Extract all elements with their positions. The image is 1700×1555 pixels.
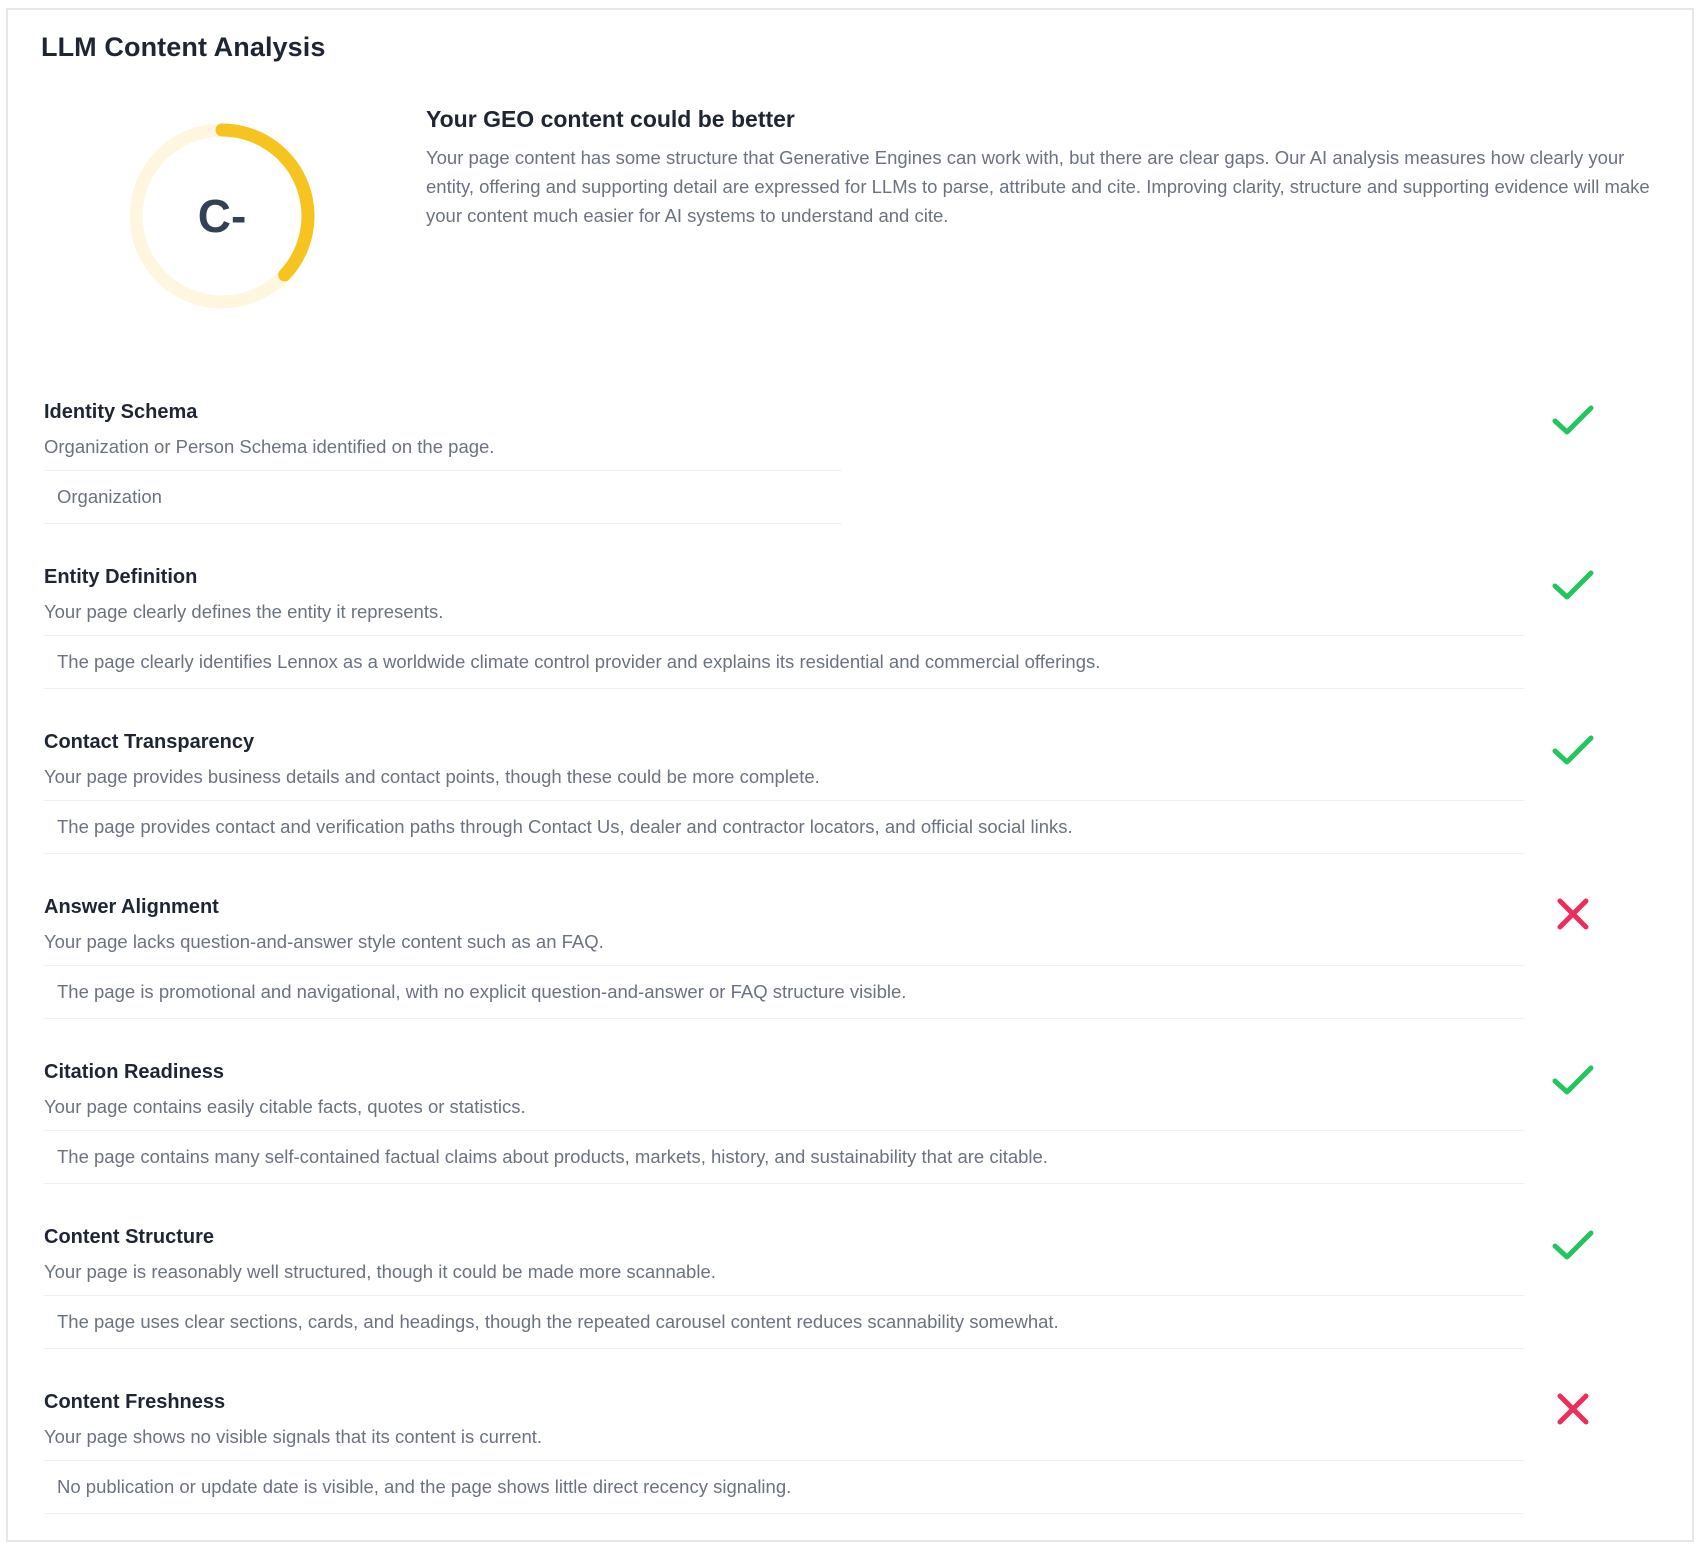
check-item-entity-definition: [44, 565, 1658, 730]
check-icon: [1550, 1225, 1596, 1265]
check-title: Answer Alignment: [44, 896, 219, 918]
check-icon: [1550, 400, 1596, 440]
check-title: Content Freshness: [44, 1391, 226, 1413]
check-title: Identity Schema: [44, 401, 198, 423]
check-detail: The page provides contact and verification paths through Contact Us, dealer and contractor locators, and official social links.: [44, 800, 1524, 854]
check-icon: [1550, 565, 1596, 605]
check-icon: [1550, 730, 1596, 770]
check-item-answer-alignment: [44, 895, 1658, 1060]
check-description: Your page lacks question-and-answer style content such as an FAQ.: [44, 931, 604, 952]
check-title: Citation Readiness: [44, 1061, 225, 1083]
check-item-content-freshness: [44, 1390, 1658, 1555]
check-description: Your page provides business details and contact points, though these could be more complete.: [44, 766, 820, 787]
summary-block: [426, 106, 1656, 230]
check-title: Contact Transparency: [44, 731, 255, 753]
summary-text: Your page content has some structure that Generative Engines can work with, but there are clear gaps. Our AI analysis measures how clearly your entity, offering and supporting detail are expressed for LLMs to parse, attribute and cite. Improving clarity, structure and supporting evidence will make your content much easier for AI systems to understand and cite.: [426, 147, 1650, 226]
check-description: Organization or Person Schema identified on the page.: [44, 436, 495, 457]
cross-icon: [1550, 1390, 1596, 1430]
panel-title: LLM Content Analysis: [41, 32, 326, 62]
checks-list: [44, 400, 1658, 1555]
check-item-identity-schema: [44, 400, 1658, 565]
check-description: Your page is reasonably well structured, though it could be made more scannable.: [44, 1261, 716, 1282]
check-description: Your page shows no visible signals that its content is current.: [44, 1426, 543, 1447]
check-description: Your page contains easily citable facts, quotes or statistics.: [44, 1096, 526, 1117]
score-gauge: [116, 110, 328, 322]
check-description: Your page clearly defines the entity it represents.: [44, 601, 444, 622]
check-detail: No publication or update date is visible, and the page shows little direct recency signaling.: [44, 1460, 1524, 1514]
check-detail: The page contains many self-contained factual claims about products, markets, history, and sustainability that are citable.: [44, 1130, 1524, 1184]
check-item-content-structure: [44, 1225, 1658, 1390]
check-detail: Organization: [44, 470, 842, 524]
check-detail: The page uses clear sections, cards, and headings, though the repeated carousel content reduces scannability somewhat.: [44, 1295, 1524, 1349]
summary-heading: Your GEO content could be better: [426, 106, 795, 132]
check-item-contact-transparency: [44, 730, 1658, 895]
check-icon: [1550, 1060, 1596, 1100]
llm-content-analysis-panel: [6, 8, 1694, 1542]
check-title: Content Structure: [44, 1226, 214, 1248]
check-detail: The page clearly identifies Lennox as a worldwide climate control provider and explains its residential and commercial offerings.: [44, 635, 1524, 689]
check-title: Entity Definition: [44, 566, 198, 588]
cross-icon: [1550, 895, 1596, 935]
score-grade: C-: [197, 190, 247, 242]
check-detail: The page is promotional and navigational, with no explicit question-and-answer or FAQ structure visible.: [44, 965, 1524, 1019]
check-item-citation-readiness: [44, 1060, 1658, 1225]
